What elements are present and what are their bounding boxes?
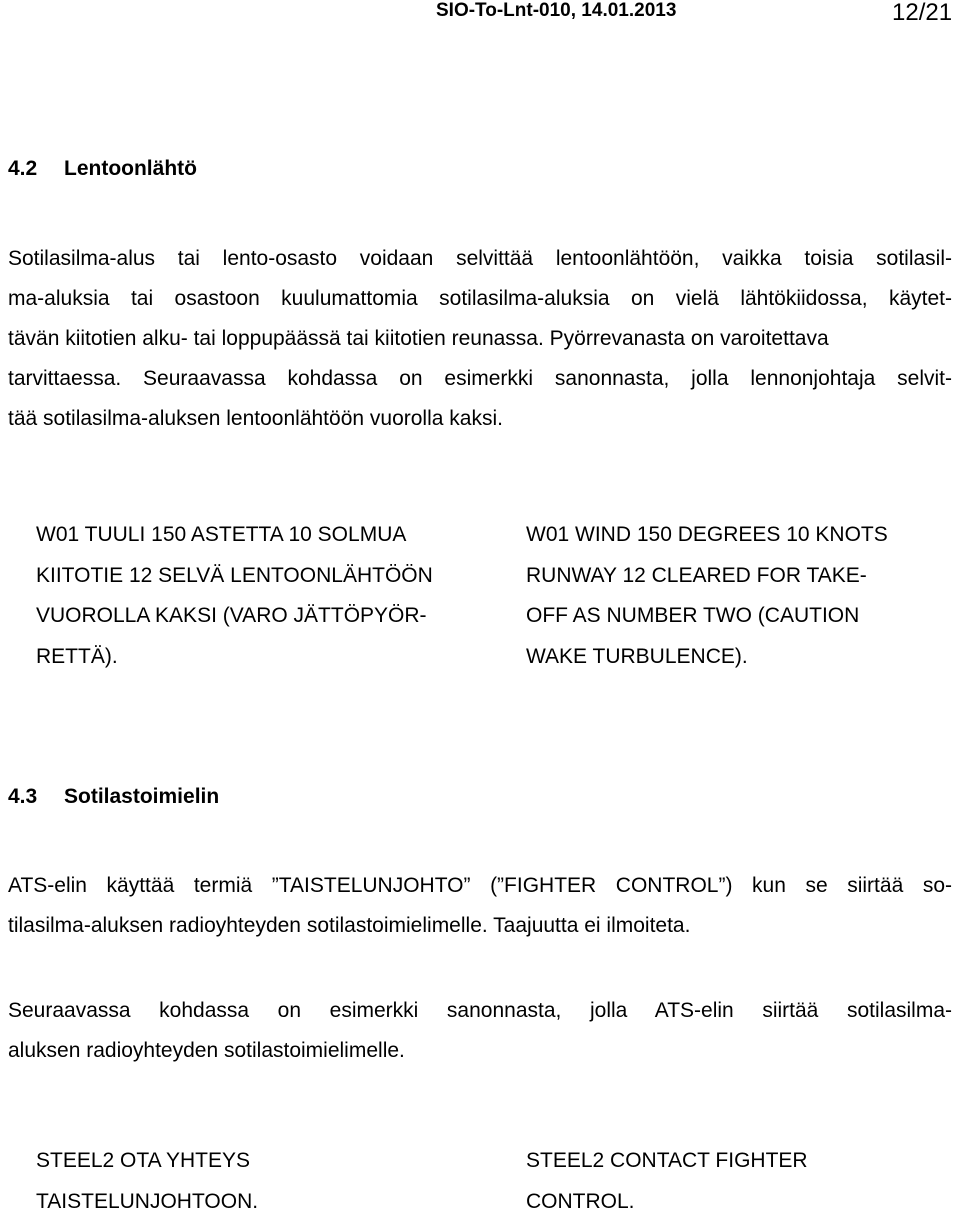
- paragraph-fighter-control: [8, 866, 952, 946]
- paragraph-line: tävän kiitotien alku- tai loppupäässä tai kiitotien reunassa. Pyörrevanasta on varoitettava: [8, 319, 952, 359]
- phrase-line: WAKE TURBULENCE).: [526, 637, 946, 678]
- paragraph-line: ma-aluksia tai osastoon kuulumattomia sotilasilma-aluksia on vielä lähtökiidossa, käytet-: [8, 279, 952, 319]
- document-reference: SIO-To-Lnt-010, 14.01.2013: [436, 0, 676, 22]
- phrase-line: CONTROL.: [526, 1182, 926, 1222]
- section-heading-4-2: [8, 156, 197, 182]
- phrase-line: RUNWAY 12 CLEARED FOR TAKE-: [526, 556, 946, 597]
- paragraph-line: Seuraavassa kohdassa on esimerkki sanonnasta, jolla ATS-elin siirtää sotilasilma-: [8, 991, 952, 1031]
- paragraph-line: tää sotilasilma-aluksen lentoonlähtöön vuorolla kaksi.: [8, 399, 952, 439]
- paragraph-line: tilasilma-aluksen radioyhteyden sotilastoimielimelle. Taajuutta ei ilmoiteta.: [8, 906, 952, 946]
- paragraph-line: tarvittaessa. Seuraavassa kohdassa on esimerkki sanonnasta, jolla lennonjohtaja selvit-: [8, 359, 952, 399]
- phrase-line: STEEL2 OTA YHTEYS: [36, 1141, 436, 1182]
- section-title: Sotilastoimielin: [64, 785, 219, 808]
- phrase-line: RETTÄ).: [36, 637, 488, 678]
- page-number: 12/21: [892, 0, 952, 27]
- paragraph-example-intro: [8, 991, 952, 1071]
- section-title: Lentoonlähtö: [64, 157, 197, 180]
- phrase-line: OFF AS NUMBER TWO (CAUTION: [526, 596, 946, 637]
- section-number: 4.3: [8, 784, 64, 810]
- paragraph-line: ATS-elin käyttää termiä ”TAISTELUNJOHTO” (”FIGHTER CONTROL”) kun se siirtää so-: [8, 866, 952, 906]
- paragraph-takeoff: [8, 239, 952, 439]
- paragraph-line: Sotilasilma-alus tai lento-osasto voidaan selvittää lentoonlähtöön, vaikka toisia sotilasil-: [8, 239, 952, 279]
- example-phrase-english-contact: [526, 1141, 926, 1222]
- phrase-line: KIITOTIE 12 SELVÄ LENTOONLÄHTÖÖN: [36, 556, 488, 597]
- section-heading-4-3: [8, 784, 219, 810]
- example-phrase-finnish: [36, 515, 488, 677]
- phrase-line: W01 WIND 150 DEGREES 10 KNOTS: [526, 515, 946, 556]
- phrase-line: STEEL2 CONTACT FIGHTER: [526, 1141, 926, 1182]
- phrase-line: TAISTELUNJOHTOON.: [36, 1182, 436, 1222]
- section-number: 4.2: [8, 156, 64, 182]
- example-phrase-english: [526, 515, 946, 677]
- example-phrase-finnish-contact: [36, 1141, 436, 1222]
- paragraph-line: aluksen radioyhteyden sotilastoimielimelle.: [8, 1031, 952, 1071]
- phrase-line: W01 TUULI 150 ASTETTA 10 SOLMUA: [36, 515, 488, 556]
- phrase-line: VUOROLLA KAKSI (VARO JÄTTÖPYÖR-: [36, 596, 488, 637]
